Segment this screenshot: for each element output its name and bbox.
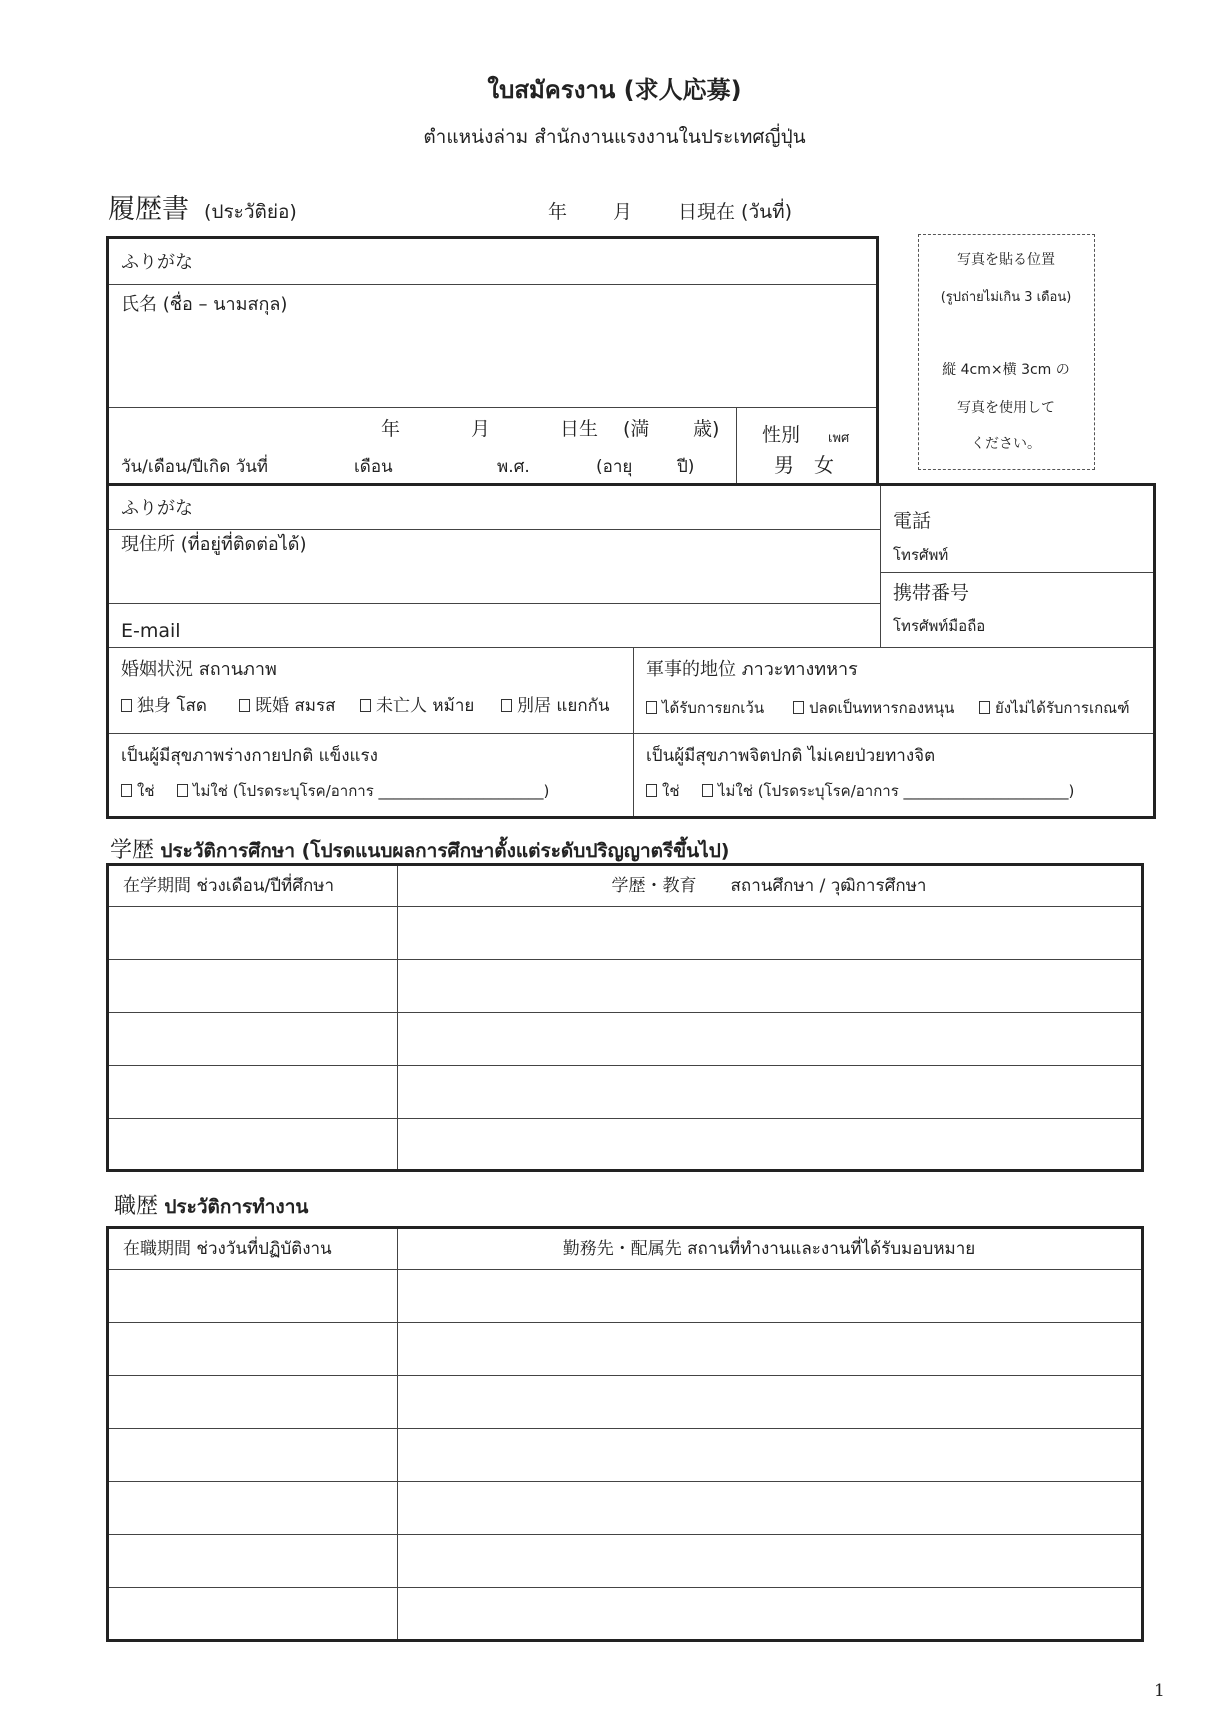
education-table — [106, 863, 1144, 1172]
table-row[interactable] — [109, 1323, 1141, 1375]
education-col-period: 在学期間 ช่วงเดือน/ปีที่ศึกษา — [123, 876, 335, 896]
personal-info-box — [106, 236, 879, 486]
physical-health-yes[interactable]: ใช่ — [121, 784, 155, 799]
work-col-period: 在職期間 ช่วงวันที่ปฏิบัติงาน — [123, 1239, 332, 1259]
furigana-label: ふりがな — [121, 252, 193, 273]
education-section-title — [110, 840, 729, 862]
marital-opt-separated[interactable]: 別居 แยกกัน — [501, 698, 610, 715]
birth-day-label: 日生 — [560, 418, 599, 440]
physical-health-no[interactable]: ไม่ใช่ (โปรดระบุโรค/อาการ ______________________) — [177, 784, 549, 799]
photo-label-1: 写真を貼る位置 — [957, 252, 1055, 268]
age-th-close: ปี) — [677, 457, 695, 477]
physical-health-label: เป็นผู้มีสุขภาพร่างกายปกติ แข็งแรง — [121, 746, 378, 766]
checkbox[interactable] — [501, 699, 512, 712]
form-title: ใบสมัครงาน (求人応募) — [487, 76, 742, 104]
table-row[interactable] — [109, 1119, 1141, 1169]
name-label: 氏名 (ชื่อ – นามสกุล) — [121, 294, 288, 315]
birth-year-label: 年 — [381, 418, 401, 440]
photo-label-2: (รูปถ่ายไม่เกิน 3 เดือน) — [940, 290, 1072, 305]
education-col-school: 学歴・教育 สถานศึกษา / วุฒิการศึกษา — [611, 876, 927, 896]
page-number: 1 — [1154, 1681, 1165, 1701]
checkbox[interactable] — [121, 784, 132, 797]
checkbox[interactable] — [702, 784, 713, 797]
table-row[interactable] — [109, 1535, 1141, 1587]
photo-label-3: 縦 4cm×横 3cm の — [942, 362, 1070, 378]
checkbox[interactable] — [979, 701, 990, 714]
table-row[interactable] — [109, 960, 1141, 1012]
education-title-th: ประวัติการศึกษา (โปรดแนบผลการศึกษาตั้งแต่ระดับปริญญาตรีขึ้นไป) — [160, 840, 730, 862]
phone-label-th: โทรศัพท์ — [893, 546, 949, 564]
photo-label-4: 写真を使用して — [957, 400, 1055, 416]
birth-th-label: วัน/เดือน/ปีเกิด วันที่ — [121, 457, 269, 477]
marital-opt-single[interactable]: 独身 โสด — [121, 698, 207, 715]
marital-opt-widowed[interactable]: 未亡人 หม้าย — [360, 698, 474, 715]
address-label: 現住所 (ที่อยู่ที่ติดต่อได้) — [121, 534, 307, 555]
name-field[interactable] — [109, 325, 876, 405]
mental-health-label: เป็นผู้มีสุขภาพจิตปกติ ไม่เคยป่วยทางจิต — [646, 746, 936, 766]
checkbox[interactable] — [793, 701, 804, 714]
gender-options[interactable]: 男 女 — [774, 453, 834, 477]
gender-th-label: เพศ — [828, 431, 850, 446]
military-opt-exempt[interactable]: ได้รับการยกเว้น — [646, 701, 764, 716]
checkbox[interactable] — [646, 784, 657, 797]
gender-label: 性別 — [762, 424, 801, 446]
education-title-jp: 学歴 — [110, 838, 155, 863]
form-subtitle: ตำแหน่งล่าม สำนักงานแรงงานในประเทศญี่ปุ่น — [423, 126, 806, 148]
phone-label-jp: 電話 — [893, 510, 932, 532]
age-th-label: (อายุ — [596, 457, 633, 477]
mental-health-yes[interactable]: ใช่ — [646, 784, 680, 799]
military-opt-not-drafted[interactable]: ยังไม่ได้รับการเกณฑ์ — [979, 701, 1130, 716]
birth-th-month: เดือน — [354, 457, 393, 477]
resume-title-th: (ประวัติย่อ) — [204, 201, 297, 223]
mental-health-no[interactable]: ไม่ใช่ (โปรดระบุโรค/อาการ ______________________) — [702, 784, 1074, 799]
checkbox[interactable] — [360, 699, 371, 712]
age-open-label: (満 — [623, 418, 650, 440]
contact-info-box — [106, 483, 1156, 819]
date-year-label: 年 — [548, 201, 568, 223]
resume-title-jp: 履歴書 — [108, 194, 189, 225]
birth-th-year: พ.ศ. — [497, 457, 530, 477]
age-close-label: 歳) — [693, 418, 720, 440]
photo-placeholder[interactable] — [918, 234, 1095, 470]
checkbox[interactable] — [239, 699, 250, 712]
military-opt-reserve[interactable]: ปลดเป็นทหารกองหนุน — [793, 701, 954, 716]
work-title-jp: 職歴 — [114, 1194, 159, 1219]
work-col-workplace: 勤務先・配属先 สถานที่ทำงานและงานที่ได้รับมอบหมาย — [562, 1239, 976, 1259]
date-month-label: 月 — [613, 201, 633, 223]
marital-opt-married[interactable]: 既婚 สมรส — [239, 698, 336, 715]
birth-month-label: 月 — [471, 418, 491, 440]
address-field[interactable] — [109, 558, 879, 602]
work-section-title — [114, 1196, 308, 1218]
mobile-label-th: โทรศัพท์มือถือ — [893, 617, 986, 635]
address-furigana-label: ふりがな — [121, 498, 193, 519]
photo-label-5: ください。 — [971, 436, 1041, 452]
table-row[interactable] — [109, 1376, 1141, 1428]
work-title-th: ประวัติการทำงาน — [164, 1196, 309, 1218]
table-row[interactable] — [109, 907, 1141, 959]
checkbox[interactable] — [646, 701, 657, 714]
mobile-label-jp: 携帯番号 — [893, 582, 970, 604]
table-row[interactable] — [109, 1066, 1141, 1118]
table-row[interactable] — [109, 1013, 1141, 1065]
marital-label: 婚姻状況 สถานภาพ — [121, 659, 277, 680]
table-row[interactable] — [109, 1270, 1141, 1322]
checkbox[interactable] — [177, 784, 188, 797]
date-current-label: 日現在 (วันที่) — [678, 201, 793, 223]
military-label: 軍事的地位 ภาวะทางทหาร — [646, 659, 858, 680]
table-row[interactable] — [109, 1482, 1141, 1534]
work-table — [106, 1226, 1144, 1642]
table-row[interactable] — [109, 1588, 1141, 1639]
email-label: E-mail — [121, 620, 181, 642]
checkbox[interactable] — [121, 699, 132, 712]
table-row[interactable] — [109, 1429, 1141, 1481]
